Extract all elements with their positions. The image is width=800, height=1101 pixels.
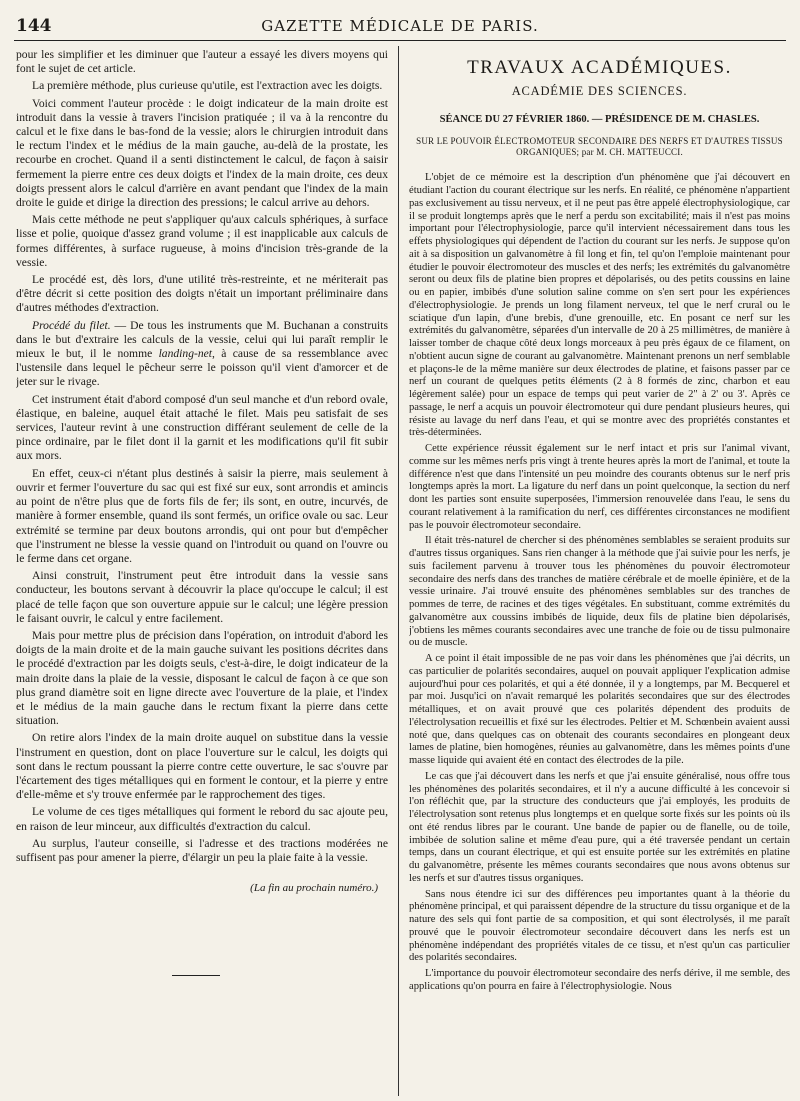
paragraph: L'objet de ce mémoire est la description d'un phénomène que j'ai découvert en étudiant l'action du courant électrique sur les nerfs. En réalité, ce phénomène n'appartient pas exclusivement au tissu nerveux, et il ne peut pas être appelé électrophysiologique, car il se produit longtemps après que le nerf a perdu son excitabilité; mais il n'est pas moins important pour l'électrophysiologie, parce qu'il intervient nécessairement dans tous les effets physiologiques qui dépendent de l'action du courant sur les nerfs. Je suppose qu'on ait à sa disposition un galvanomètre à fil long et fin, tel qu'on l'emploie maintenant pour étudier le pouvoir électromoteur des muscles et des nerfs; les extrémités du galvanomètre seront ou deux fils de platine bien propres et dépolarisés, ou des petits coussins en laine ou en papier, imbibés d'une solution saline comme on s'en sert pour les expériences d'électrophysiologie. Je prends un long filament nerveux, tel que le nerf crural ou le sciatique d'un lapin, d'une brebis, d'une grenouille, etc. En posant ce nerf sur les extrémités du galvanomètre, séparées d'un intervalle de 20 à 25 millimètres, de manière à laisser tomber de chaque côté deux longs morceaux à peu près égaux de ce filament, on n'obtient aucun signe de courant au galvanomètre. Maintenant prenons un nerf semblable et plaçons-le de la même manière sur deux électrodes de platine, et faisons passer par ce nerf un courant de quelques petits éléments (2 à 8 formés de zinc, charbon et eau légèrement salée) pour un espace de temps qui peut varier de 2" à 2' ou 3'. Après ce passage, le nerf a acquis un pouvoir électromoteur qui dure pendant plusieurs heures, qui résiste au lavage du nerf dans l'eau, et qui se montre avec des propriétés constantes et très-déterminées. [409,172,790,439]
paragraph: La première méthode, plus curieuse qu'utile, est l'extraction avec les doigts. [32,79,383,93]
paragraph: Sans nous étendre ici sur des différences peu importantes quant à la théorie du phénomène principal, et qui paraissent dépendre de la structure du tissu organique et de la nature des sels qui font partie de sa composition, et qui sont électrolysés, il me paraît prouvé que le pouvoir électromoteur secondaire découvert dans les nerfs est un phénomène indépendant des propriétés vitales de ce tissu, et n'est qu'un cas particulier des polarités secondaires. [409,888,790,964]
paragraph: On retire alors l'index de la main droite auquel on substitue dans la vessie l'instrument en question, dont on place l'ouverture sur le calcul, les doigts qui sont dans le rectum poussant la pierre contre cette ouverture, le sac s'ouvre par l'écartement des tiges métalliques qui en forment le contour, et la pierre y entre d'elle-même et s'y trouve enfermée par le rapprochement des tiges. [16,731,388,802]
paragraph: pour les simplifier et les diminuer que l'auteur a essayé les divers moyens qui font le sujet de cet article. [16,48,388,76]
paragraph: Mais cette méthode ne peut s'appliquer qu'aux calculs sphériques, à surface lisse et polie, quoique d'assez grand volume ; il est inapplicable aux calculs de formes différentes, à surface rugueuse, à moins d'incision très-grande de la vessie. [16,213,388,269]
paragraph: Cet instrument était d'abord composé d'un seul manche et d'un rebord ovale, élastique, en baleine, auquel était attaché le filet. Mais peu satisfait de ses services, l'auteur revint à une construction différant seulement de celle de la pince ordinaire, par le filet dont il la garnit et les modifications qu'il fit subir aux mors. [16,392,388,463]
section-subtitle: ACADÉMIE DES SCIENCES. [511,83,688,98]
paragraph: Mais pour mettre plus de précision dans l'opération, on introduit d'abord les doigts de la main droite et de la main gauche suivant les positions décrites dans le procédé d'extraction par les doigts seuls, c'est-à-dire, le doigt indicateur de la main droite dans la plaie de la vessie, disposant le calcul de façon à ce que son plus grand diamètre soit en ligne directe avec l'ouverture de la plaie, et l'index et le médius de la main gauche dans le rectum fixant la pierre dans cette situation. [16,628,388,728]
paragraph-procede-du-filet [16,319,388,390]
page-number: 144 [16,16,52,36]
right-column [409,48,790,1094]
text-run: , à cause de sa ressemblance avec l'ustensile dans lequel le pêcheur serre le poisson qu'il vient d'amorcer et de jeter sur le rivage. [16,347,388,389]
paragraph: Cette expérience réussit également sur le nerf intact et pris sur l'animal vivant, comme sur les mêmes nerfs pris vingt à trente heures après la mort de l'animal, et toute la différence n'est que dans l'intensité un peu moindre des courants obtenus sur le nerf pris longtemps après la mort. La ligature du nerf dans un point quelconque, la section du nerf dont les parties sont ensuite superposées, l'immersion renouvelée dans l'eau, le sens du courant relativement à la ramification du nerf, ces différentes circonstances ne modifient pas le pouvoir électromoteur secondaire. [409,443,790,531]
paragraph: Le cas que j'ai découvert dans les nerfs et que j'ai ensuite généralisé, nous offre tous les phénomènes des polarités secondaires, et il n'y a aucune difficulté à les concevoir si l'on réfléchit que, par la structure des conducteurs que j'ai employés, les produits de l'électrolysation sont retenus plus longtemps et en quelque sorte fixés sur les points où ils ont été rendus libres par le courant. Une bande de papier ou de flanelle, ou de toile, imbibée de solution saline et même d'eau pure, qui a été traversée pendant un certain temps, dans un courant électrique, et qui est ensuite portée sur les extrémités en platine du galvanomètre, présente les mêmes courants secondaires que nous avons obtenus sur les nerfs et sur d'autres tissus organiques. [409,770,790,884]
left-column [16,48,388,1094]
paragraph: A ce point il était impossible de ne pas voir dans les phénomènes que j'ai décrits, un cas particulier de polarités secondaires, auquel on pouvait appliquer l'explication admise aujourd'hui pour ces polarités, et qui a été donnée, il y a longtemps, par M. Becquerel et par moi. Jusqu'ici on n'avait remarqué les polarités secondaires que sur des électrodes métalliques, et on avait prouvé que ces polarités dépendent des produits de l'électrolysation recueillis et fixé sur les électrodes. Peltier et M. Schœnbein avaient aussi noté que, dans quelques cas on obtenait des courants secondaires en plongeant deux lames de platine, bien homogènes, réunies au galvanomètre, dans les mêmes points d'une masse liquide qui avaient été en contact des électrodes de la pile. [409,653,790,766]
paragraph: Au surplus, l'auteur conseille, si l'adresse et des tractions modérées ne suffisent pas pour amener la pierre, d'élargir un peu la plaie faite à la vessie. [16,836,388,864]
text-run: — De tous les instruments que M. Buchanan a construits dans le but d'extraire les calculs de la vessie, celui qui lui paraît remplir le mieux le but, il le nomme [16,318,388,361]
continued-note: (La fin au prochain numéro.) [250,882,378,895]
column-divider [398,46,399,1096]
emphasis-term: landing-net [158,347,213,361]
paper-title: SUR LE POUVOIR ÉLECTROMOTEUR SECONDAIRE DES NERFS ET D'AUTRES TISSUS ORGANIQUES; par M. CH. MATTEUCCI. [416,136,783,158]
paragraph: Le volume de ces tiges métalliques qui forment le rebord du sac ajoute peu, en raison de leur minceur, aux difficultés d'extraction du calcul. [16,805,388,833]
paragraph: L'importance du pouvoir électromoteur secondaire des nerfs dérive, il me semble, des applications qu'on pourra en faire à l'électrophysiologie. Nous [409,968,790,992]
page-header [14,14,786,41]
session-line: SÉANCE DU 27 FÉVRIER 1860. — PRÉSIDENCE DE M. CHASLES. [439,113,760,125]
paragraph: Ainsi construit, l'instrument peut être introduit dans la vessie sans conducteur, les boutons servant à découvrir la place qu'occupe le calcul; il est placé de telle façon que son ouverture appuie sur le calcul; une légère pression le faisant ouvrir, le calcul y entre facilement. [16,569,388,625]
paragraph: Voici comment l'auteur procède : le doigt indicateur de la main droite est introduit dans la vessie à travers l'incision pratiquée ; il va à la rencontre du calcul et le fixe dans le bas-fond de la vessie; alors le chirurgien introduit dans le rectum l'index et le médius de la main gauche, au-delà de la prostate, les recourbe en crochet. Quand il a senti distinctement le calcul, de façon à saisir fermement la pierre entre ces deux doigts et l'index de la main droite, ces deux doigts pressent alors le calcul d'arrière en avant pendant que l'index de la main droite le guide et dirige la direction des pressions; le calcul arrive au dehors. [16,96,388,210]
journal-title: GAZETTE MÉDICALE DE PARIS. [261,17,539,35]
subheading: Procédé du filet. [32,318,111,332]
paragraph: Le procédé est, dès lors, d'une utilité très-restreinte, et ne mériterait pas d'être décrit si cette position des doigts n'était un important préliminaire dans d'autres méthodes d'extraction. [16,273,388,315]
section-title: TRAVAUX ACADÉMIQUES. [467,57,732,78]
end-rule [172,975,220,976]
paragraph: Il était très-naturel de chercher si des phénomènes semblables se seraient produits sur d'autres tissus organiques. Sans rien changer à la méthode que j'ai suivie pour les nerfs, je suis facilement parvenu à trouver tous les phénomènes du pouvoir électromoteur secondaire des nerfs dans des tranches de matière cérébrale et de moelle épinière, et de la vessie urinaire. J'ai trouvé ensuite des phénomènes semblables sur des tranches de pommes de terre, de racines et des tiges végétales. En substituant, comme extrémités du galvanomètre aux coussins imbibés de liquide, deux fils de platine bien dépolarisés, j'obtiens les mêmes courants secondaires avec une tranche de foie ou de tissu pulmonaire ou de muscle. [409,535,790,649]
paragraph: En effet, ceux-ci n'étant plus destinés à saisir la pierre, mais seulement à ouvrir et fermer l'ouverture du sac qui est fixé sur eux, sont arrondis et amincis au point de n'être plus que de forts fils de fer; ils sont, en outre, incurvés, de manière à former ensemble, quand ils sont fermés, un orifice ovale ou sac. Leur extrémité se termine par deux boutons arrondis, qui ont pour but d'empêcher que l'instrument ne blesse la vessie quand on l'introduit ou quand on l'ouvre ou le ferme dans cet organe. [16,466,388,565]
